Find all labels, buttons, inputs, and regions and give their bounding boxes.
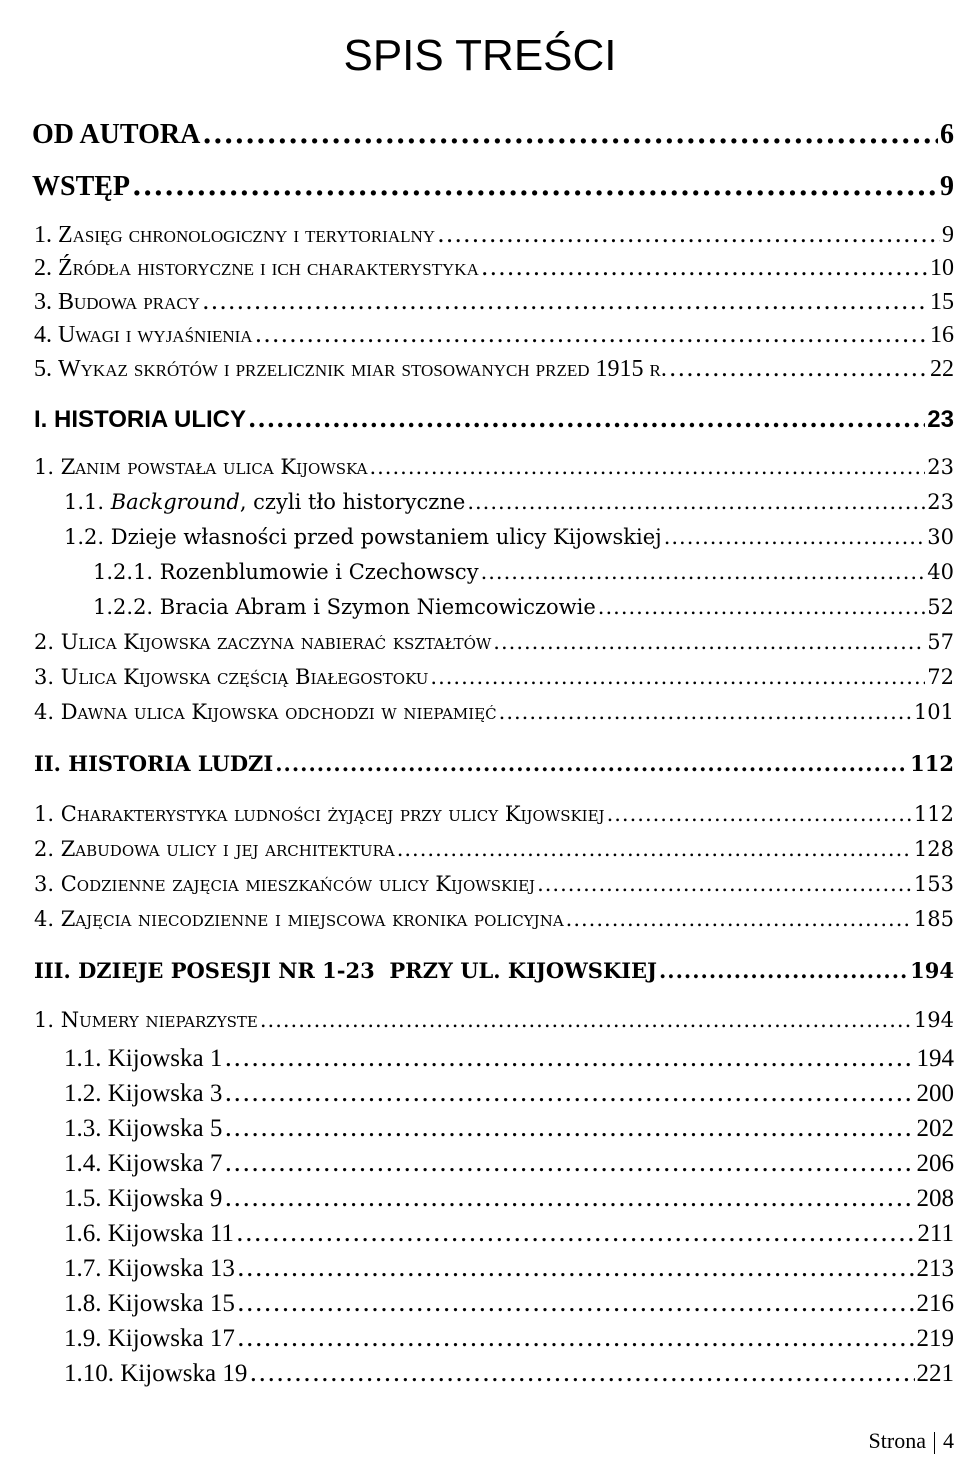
dot-leader <box>537 872 912 896</box>
toc-entry-number: 4. <box>34 907 61 931</box>
toc-entry-kijowska-3[interactable] <box>64 1078 954 1112</box>
toc-entry-page: 206 <box>916 1150 954 1177</box>
toc-entry-numery-nieparzyste[interactable] <box>34 1008 954 1042</box>
toc-entry-page: 40 <box>927 560 954 584</box>
toc-entry-budowa[interactable] <box>34 287 954 321</box>
toc-entry-zasieg[interactable] <box>34 220 954 254</box>
toc-entry-number: 1.10. <box>64 1360 121 1387</box>
toc-entry-charakterystyka[interactable] <box>34 802 954 836</box>
toc-entry-page: 30 <box>927 525 954 549</box>
toc-entry-page: 185 <box>913 907 954 931</box>
footer-page-number: 4 <box>943 1428 954 1453</box>
toc-entry-title: Uwagi i wyjaśnienia <box>58 322 253 348</box>
toc-entry-title: Kijowska 9 <box>107 1185 223 1212</box>
toc-entry-kijowska-15[interactable] <box>64 1288 954 1322</box>
toc-entry-title: Źródła historyczne i ich charakterystyka <box>58 255 479 281</box>
dot-leader <box>237 1253 915 1282</box>
dot-leader <box>481 253 928 281</box>
toc-entry-page: 112 <box>910 751 954 776</box>
toc-entry-page: 202 <box>916 1115 954 1142</box>
toc-entry-title: Kijowska 1 <box>107 1045 223 1072</box>
toc-entry-page: 213 <box>916 1255 954 1282</box>
toc-entry-kijowska-7[interactable] <box>64 1148 954 1182</box>
toc-entry-historia-ulicy[interactable] <box>34 404 954 438</box>
toc-entry-czescia[interactable] <box>34 665 954 699</box>
footer-separator <box>934 1432 935 1454</box>
toc-entry-title: Rozenblumowie i Czechowscy <box>159 560 479 584</box>
dot-leader <box>260 1008 912 1032</box>
page-footer <box>869 1426 954 1456</box>
toc-entry-title: Ulica Kijowska zaczyna nabierać kształtów <box>60 630 492 654</box>
dot-leader <box>237 1323 915 1352</box>
dot-leader <box>249 1358 914 1387</box>
toc-entry-dzieje-posesji[interactable] <box>34 958 954 992</box>
toc-entry-title: Zajęcia niecodzienne i miejscowa kronika policyjna <box>60 907 564 931</box>
toc-entry-title: Dawna ulica Kijowska odchodzi w niepamięć <box>60 700 497 724</box>
toc-entry-number: 1.1. <box>64 490 111 514</box>
toc-entry-dawna[interactable] <box>34 700 954 734</box>
toc-entry-number: 1.7. <box>64 1255 108 1282</box>
toc-entry-page: 128 <box>913 837 954 861</box>
toc-entry-wstep[interactable] <box>32 169 954 203</box>
dot-leader <box>481 560 926 584</box>
toc-entry-page: 194 <box>910 958 954 983</box>
toc-entry-title: Ulica Kijowska częścią Białegostoku <box>60 665 429 689</box>
toc-entry-niecodzienne[interactable] <box>34 907 954 941</box>
toc-entry-number: 1. <box>34 455 61 479</box>
toc-entry-number: 1. <box>34 802 61 826</box>
toc-entry-number: 2. <box>34 630 61 654</box>
toc-entry-rozenblumowie[interactable] <box>93 560 954 594</box>
toc-entry-kijowska-13[interactable] <box>64 1253 954 1287</box>
dot-leader <box>499 700 912 724</box>
toc-entry-title: Zasięg chronologiczny i terytorialny <box>58 222 436 248</box>
toc-entry-number: 3. <box>34 289 58 315</box>
toc-entry-title: OD AUTORA <box>32 119 201 150</box>
toc-entry-background[interactable] <box>64 490 954 524</box>
toc-entry-title: Kijowska 5 <box>107 1115 223 1142</box>
toc-entry-number: 1.2.1. <box>93 560 160 584</box>
toc-entry-page: 23 <box>927 406 954 433</box>
toc-entry-number: 1.1. <box>64 1045 108 1072</box>
toc-entry-kijowska-1[interactable] <box>64 1043 954 1077</box>
toc-entry-page: 208 <box>916 1185 954 1212</box>
toc-entry-page: 216 <box>916 1290 954 1317</box>
toc-entry-zaczyna[interactable] <box>34 630 954 664</box>
toc-entry-zabudowa[interactable] <box>34 837 954 871</box>
dot-leader <box>275 751 908 776</box>
toc-entry-title: Charakterystyka ludności żyjącej przy ulicy Kijowskiej <box>60 802 605 826</box>
page-title: SPIS TREŚCI <box>343 31 617 81</box>
toc-entry-page: 10 <box>930 255 954 281</box>
toc-entry-page: 112 <box>913 802 954 826</box>
toc-entry-title: Kijowska 15 <box>107 1290 235 1317</box>
toc-entry-title: Bracia Abram i Szymon Niemcowiczowie <box>159 595 596 619</box>
toc-entry-dzieje-wlasnosci[interactable] <box>64 525 954 559</box>
toc-entry-number: 4. <box>34 700 61 724</box>
toc-entry-number: 1.5. <box>64 1185 108 1212</box>
toc-entry-kijowska-9[interactable] <box>64 1183 954 1217</box>
dot-leader <box>467 490 925 514</box>
toc-entry-number: 1. <box>34 222 58 248</box>
dot-leader <box>224 1043 914 1072</box>
toc-entry-page: 16 <box>930 322 954 348</box>
toc-entry-number: 3. <box>34 665 61 689</box>
toc-entry-number: 2. <box>34 255 58 281</box>
toc-entry-page: 9 <box>942 222 954 248</box>
toc-entry-page: 9 <box>940 171 954 202</box>
toc-entry-number: 1.9. <box>64 1325 108 1352</box>
toc-entry-title: Budowa pracy <box>58 289 200 315</box>
dot-leader <box>224 1183 914 1212</box>
dot-leader <box>224 1078 914 1107</box>
toc-entry-number: 1.6. <box>64 1220 108 1247</box>
toc-entry-page: 6 <box>940 119 954 150</box>
toc-entry-page: 23 <box>927 455 954 479</box>
footer-label: Strona <box>868 1428 926 1453</box>
toc-entry-title: Kijowska 13 <box>107 1255 235 1282</box>
toc-entry-number: 1.8. <box>64 1290 108 1317</box>
dot-leader <box>607 802 912 826</box>
dot-leader <box>493 630 925 654</box>
toc-entry-page: 200 <box>916 1080 954 1107</box>
dot-leader <box>248 404 925 433</box>
toc-entry-number: 2. <box>34 837 61 861</box>
toc-entry-title: Zanim powstała ulica Kijowska <box>60 455 368 479</box>
toc-entry-title: Zabudowa ulicy i jej architektura <box>60 837 395 861</box>
dot-leader <box>132 169 938 202</box>
dot-leader <box>598 595 925 619</box>
toc-entry-title: Kijowska 19 <box>120 1360 248 1387</box>
dot-leader <box>255 320 928 348</box>
toc-entry-page: 194 <box>916 1045 954 1072</box>
toc-entry-title: Wykaz skrótów i przelicznik miar stosowanych przed 1915 r. <box>58 356 667 382</box>
toc-entry-od-autora[interactable] <box>32 117 954 151</box>
toc-entry-number: 1.2.2. <box>93 595 160 619</box>
toc-entry-page: 219 <box>916 1325 954 1352</box>
toc-entry-page: 194 <box>913 1008 954 1032</box>
toc-entry-page: 211 <box>917 1220 954 1247</box>
toc-entry-title: Background <box>110 490 240 514</box>
toc-entry-codzienne[interactable] <box>34 872 954 906</box>
toc-entry-number: 1.2. <box>64 1080 108 1107</box>
toc-entry-page: 22 <box>930 356 954 382</box>
toc-entry-page: 52 <box>927 595 954 619</box>
toc-entry-page: 101 <box>913 700 954 724</box>
toc-entry-kijowska-5[interactable] <box>64 1113 954 1147</box>
toc-entry-kijowska-11[interactable] <box>64 1218 954 1252</box>
dot-leader <box>202 117 938 150</box>
toc-entry-number: 1. <box>34 1008 61 1032</box>
dot-leader <box>236 1218 916 1247</box>
dot-leader <box>437 220 940 248</box>
dot-leader <box>669 354 928 382</box>
dot-leader <box>369 455 925 479</box>
toc-entry-page: 72 <box>927 665 954 689</box>
toc-entry-kijowska-17[interactable] <box>64 1323 954 1357</box>
toc-entry-title: III. DZIEJE POSESJI NR 1-23 PRZY UL. KIJOWSKIEJ <box>34 958 657 983</box>
toc-entry-uwagi[interactable] <box>34 320 954 354</box>
toc-entry-title: Kijowska 11 <box>107 1220 234 1247</box>
toc-entry-historia-ludzi[interactable] <box>34 751 954 785</box>
dot-leader <box>659 958 908 983</box>
toc-entry-number: 1.2. <box>64 525 111 549</box>
toc-entry-kijowska-19[interactable] <box>64 1358 954 1392</box>
toc-entry-title: II. HISTORIA LUDZI <box>34 751 274 776</box>
toc-entry-title: Kijowska 17 <box>107 1325 235 1352</box>
toc-entry-number: 4. <box>34 322 58 348</box>
toc-entry-page: 153 <box>913 872 954 896</box>
dot-leader <box>224 1113 914 1142</box>
toc-entry-number: 1.3. <box>64 1115 108 1142</box>
dot-leader <box>397 837 912 861</box>
toc-entry-title-rest: , czyli tło historyczne <box>239 490 466 514</box>
toc-entry-title: WSTĘP <box>32 171 131 202</box>
toc-entry-bracia[interactable] <box>93 595 954 629</box>
toc-entry-title: Dzieje własności przed powstaniem ulicy Kijowskiej <box>110 525 662 549</box>
toc-entry-page: 23 <box>927 490 954 514</box>
toc-entry-title: Kijowska 7 <box>107 1150 223 1177</box>
toc-entry-title: Kijowska 3 <box>107 1080 223 1107</box>
toc-entry-title: Codzienne zajęcia mieszkańców ulicy Kijowskiej <box>60 872 536 896</box>
toc-entry-wykaz[interactable] <box>34 354 954 388</box>
dot-leader <box>664 525 926 549</box>
toc-entry-page: 221 <box>916 1360 954 1387</box>
toc-entry-title: Numery nieparzyste <box>60 1008 258 1032</box>
toc-entry-number: 1.4. <box>64 1150 108 1177</box>
toc-entry-number: 3. <box>34 872 61 896</box>
toc-entry-title: I. HISTORIA ULICY <box>34 406 247 433</box>
toc-entry-zanim[interactable] <box>34 455 954 489</box>
toc-entry-page: 57 <box>927 630 954 654</box>
dot-leader <box>224 1148 914 1177</box>
toc-entry-page: 15 <box>930 289 954 315</box>
dot-leader <box>202 287 928 315</box>
dot-leader <box>566 907 912 931</box>
toc-entry-number: 5. <box>34 356 58 382</box>
dot-leader <box>430 665 925 689</box>
toc-entry-zrodla[interactable] <box>34 253 954 287</box>
dot-leader <box>237 1288 915 1317</box>
